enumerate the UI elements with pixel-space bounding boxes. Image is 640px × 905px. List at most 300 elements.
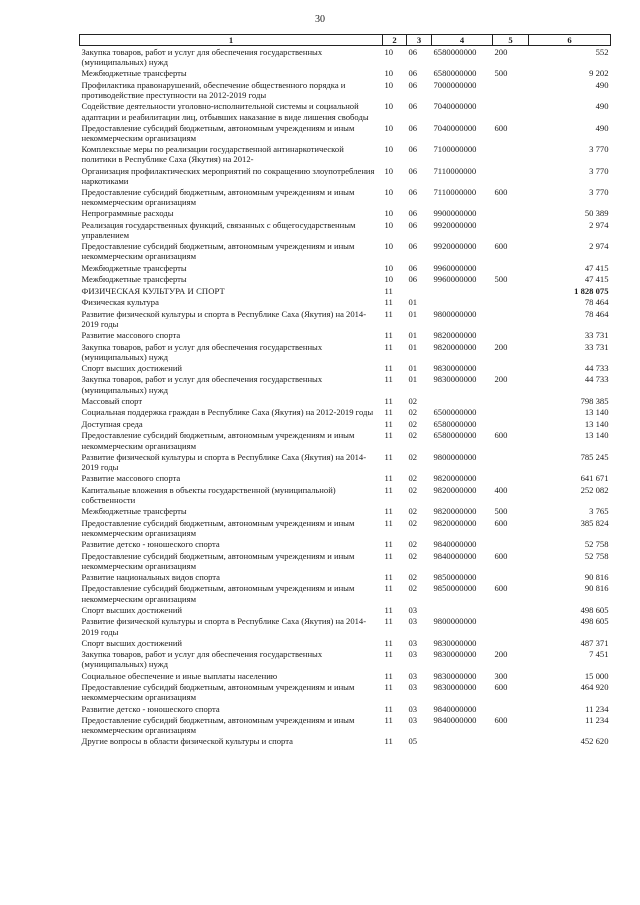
table-header-row [80, 35, 611, 46]
row-name: Капитальные вложения в объекты государственной (муниципальной) собственности [81, 484, 336, 505]
table-row [80, 186, 611, 207]
row-section: 11 [384, 637, 393, 648]
row-target-code: 9830000000 [433, 670, 477, 681]
row-section: 11 [384, 484, 393, 495]
row-section: 10 [384, 79, 394, 90]
row-subsection: 06 [408, 165, 418, 176]
row-section: 11 [384, 341, 393, 352]
row-amount: 490 [595, 101, 609, 112]
row-name: Спорт высших достижений [81, 637, 183, 648]
row-subsection: 01 [408, 362, 418, 373]
row-section: 11 [384, 571, 393, 582]
row-subsection: 03 [408, 637, 418, 648]
row-expense-type: 600 [494, 430, 508, 441]
table-row [80, 362, 611, 374]
row-subsection: 02 [408, 550, 418, 561]
table-row [80, 517, 611, 538]
row-name: Развитие детско - юношеского спорта [81, 539, 220, 549]
row-expense-type [493, 362, 529, 374]
row-expense-type: 600 [494, 517, 508, 528]
row-target-code: 9800000000 [433, 451, 477, 462]
table-row [80, 329, 611, 341]
row-target-code [432, 395, 493, 407]
row-expense-type: 200 [494, 47, 508, 57]
table-row [80, 219, 611, 240]
page-number: 30 [315, 14, 325, 25]
row-subsection: 06 [408, 219, 418, 230]
row-section: 10 [384, 122, 394, 133]
row-name: Межбюджетные трансферты [81, 274, 187, 285]
row-name: Реализация государственных функций, связанных с общегосударственным управлением [81, 219, 356, 241]
row-amount: 13 140 [584, 418, 609, 429]
row-amount: 9 202 [589, 68, 609, 79]
row-subsection: 03 [408, 715, 418, 726]
row-section: 11 [384, 736, 393, 747]
row-name: ФИЗИЧЕСКАЯ КУЛЬТУРА И СПОРТ [81, 285, 225, 296]
header-col-4: 4 [432, 35, 493, 46]
row-target-code [432, 604, 493, 616]
row-section: 11 [384, 407, 393, 418]
table-row [80, 143, 611, 164]
row-section: 11 [384, 550, 393, 561]
row-subsection: 06 [408, 186, 418, 197]
row-amount: 13 140 [584, 430, 609, 441]
table-row [80, 714, 611, 735]
row-target-code: 9830000000 [433, 374, 477, 385]
row-target-code: 6580000000 [433, 68, 477, 79]
table-row [80, 79, 611, 100]
row-target-code [432, 285, 493, 297]
row-name: Закупка товаров, работ и услуг для обеспечения государственных (муниципальных) нужд [81, 341, 323, 362]
row-name: Содействие деятельности уголовно-исполнительной системы и социальной адаптации и реабилитации лиц, отбывших наказание в виде лишения свободы [81, 101, 369, 122]
row-target-code: 9800000000 [433, 616, 477, 627]
row-expense-type [493, 329, 529, 341]
row-amount: 33 731 [584, 341, 609, 352]
row-subsection: 06 [408, 208, 418, 219]
row-amount: 52 758 [584, 539, 609, 549]
table-row [80, 505, 611, 517]
row-amount: 47 415 [584, 274, 609, 285]
row-amount: 385 824 [580, 517, 609, 528]
row-target-code: 7040000000 [433, 101, 477, 112]
row-amount: 490 [595, 122, 609, 133]
row-expense-type: 600 [494, 550, 508, 561]
row-section: 10 [384, 47, 394, 57]
row-section: 11 [384, 308, 393, 319]
row-subsection: 02 [408, 430, 418, 441]
table-row [80, 395, 611, 407]
row-target-code: 9920000000 [433, 241, 477, 252]
row-expense-type: 600 [494, 241, 508, 252]
row-amount: 90 816 [584, 571, 609, 582]
row-name: Межбюджетные трансферты [81, 506, 187, 517]
row-amount: 15 000 [584, 670, 609, 681]
row-section: 11 [384, 715, 393, 726]
row-subsection: 06 [408, 68, 418, 79]
table-row [80, 308, 611, 329]
row-amount: 7 451 [589, 649, 609, 660]
row-subsection: 01 [408, 330, 418, 341]
row-subsection: 03 [408, 682, 418, 693]
header-col-1: 1 [80, 35, 383, 46]
row-target-code: 7110000000 [433, 186, 477, 197]
row-target-code: 9840000000 [433, 715, 477, 726]
row-amount: 3 765 [589, 506, 609, 517]
row-name: Развитие физической культуры и спорта в Республике Саха (Якутия) на 2014-2019 годы [81, 451, 367, 472]
row-subsection: 01 [408, 297, 418, 308]
table-row [80, 681, 611, 702]
row-expense-type [493, 406, 529, 418]
row-name: Массовый спорт [81, 395, 143, 406]
row-target-code: 9830000000 [433, 649, 477, 660]
row-section: 11 [384, 395, 393, 406]
row-name: Предоставление субсидий бюджетным, автономным учреждениям и иным некоммерческим организациям [81, 715, 355, 736]
row-subsection: 02 [408, 506, 418, 517]
row-name: Комплексные меры по реализации государственной антинаркотической политики в Республике Саха (Якутия) на 2012- [81, 144, 344, 165]
row-expense-type [493, 735, 529, 747]
row-subsection: 03 [408, 649, 418, 660]
row-section: 11 [384, 682, 393, 693]
table-row [80, 418, 611, 430]
row-name: Межбюджетные трансферты [81, 68, 187, 79]
table-row [80, 615, 611, 636]
row-name: Социальная поддержка граждан в Республике Саха (Якутия) на 2012-2019 годы [81, 407, 374, 418]
table-row [80, 46, 611, 68]
row-section: 10 [384, 186, 394, 197]
row-section: 11 [384, 506, 393, 517]
row-subsection: 06 [408, 122, 418, 133]
row-amount: 464 920 [580, 682, 609, 693]
budget-table [79, 34, 611, 747]
row-name: Предоставление субсидий бюджетным, автономным учреждениям и иным некоммерческим организациям [81, 550, 355, 571]
row-expense-type [493, 418, 529, 430]
row-expense-type: 300 [494, 670, 508, 681]
row-section: 11 [384, 418, 393, 429]
row-expense-type [493, 79, 529, 100]
row-expense-type [493, 308, 529, 329]
row-section: 11 [384, 430, 393, 441]
row-target-code: 9820000000 [433, 484, 477, 495]
row-subsection [407, 285, 432, 297]
row-name: Профилактика правонарушений, обеспечение общественного порядка и противодействие преступности на 2012-2019 годы [81, 79, 346, 101]
row-section: 11 [384, 362, 393, 373]
row-name: Физическая культура [81, 297, 159, 308]
row-section: 11 [384, 517, 393, 528]
row-name: Развитие физической культуры и спорта в Республике Саха (Якутия) на 2014-2019 годы [81, 616, 367, 637]
row-amount: 490 [595, 79, 609, 90]
row-expense-type: 500 [494, 68, 508, 79]
row-expense-type [493, 143, 529, 164]
row-subsection: 02 [408, 583, 418, 594]
row-target-code: 9830000000 [433, 637, 477, 648]
row-section: 10 [384, 241, 394, 252]
row-section: 11 [384, 285, 393, 296]
row-expense-type: 500 [494, 274, 508, 285]
row-subsection: 06 [408, 101, 418, 112]
table-row [80, 165, 611, 186]
row-section: 11 [384, 451, 393, 462]
header-col-2: 2 [383, 35, 407, 46]
row-expense-type [493, 395, 529, 407]
table-row [80, 285, 611, 297]
row-target-code: 9840000000 [433, 539, 477, 549]
row-name: Спорт высших достижений [81, 362, 183, 373]
row-amount: 44 733 [584, 374, 609, 385]
row-section: 11 [384, 616, 393, 627]
row-name: Развитие массового спорта [81, 473, 181, 484]
row-section: 10 [384, 165, 394, 176]
row-expense-type: 600 [494, 583, 508, 594]
row-amount: 641 671 [580, 473, 609, 484]
row-name: Развитие массового спорта [81, 330, 181, 341]
row-target-code: 6580000000 [433, 430, 477, 441]
row-name: Предоставление субсидий бюджетным, автономным учреждениям и иным некоммерческим организациям [81, 682, 355, 703]
row-amount: 452 620 [580, 736, 609, 747]
row-section: 11 [384, 473, 393, 484]
row-target-code: 9900000000 [433, 208, 477, 219]
row-amount: 487 371 [580, 637, 609, 648]
table-row [80, 637, 611, 649]
row-amount: 52 758 [584, 550, 609, 561]
row-amount: 2 974 [589, 219, 609, 230]
row-section: 10 [384, 274, 394, 285]
row-name: Развитие детско - юношеского спорта [81, 703, 220, 714]
row-name: Закупка товаров, работ и услуг для обеспечения государственных (муниципальных) нужд [81, 649, 323, 670]
row-amount: 3 770 [589, 186, 609, 197]
row-name: Непрограммные расходы [81, 208, 174, 219]
row-section: 11 [384, 374, 393, 385]
row-expense-type [493, 285, 529, 297]
row-name: Предоставление субсидий бюджетным, автономным учреждениям и иным некоммерческим организациям [81, 583, 355, 604]
row-subsection: 02 [408, 539, 418, 549]
row-name: Другие вопросы в области физической культуры и спорта [81, 736, 293, 747]
row-target-code: 9830000000 [433, 362, 477, 373]
row-subsection: 01 [408, 341, 418, 352]
table-body [80, 46, 611, 747]
table-row [80, 341, 611, 362]
row-amount: 50 389 [584, 208, 609, 219]
row-section: 10 [384, 68, 394, 79]
row-target-code: 9820000000 [433, 341, 477, 352]
row-section: 11 [384, 670, 393, 681]
row-target-code: 9830000000 [433, 682, 477, 693]
row-expense-type [493, 207, 529, 219]
table-row [80, 472, 611, 484]
table-row [80, 406, 611, 418]
header-col-5: 5 [493, 35, 529, 46]
row-section: 11 [384, 604, 393, 615]
table-row [80, 550, 611, 571]
row-amount: 44 733 [584, 362, 609, 373]
row-expense-type: 500 [494, 506, 508, 517]
row-name: Социальное обеспечение и иные выплаты населению [81, 670, 278, 681]
table-row [80, 262, 611, 274]
row-expense-type: 600 [494, 715, 508, 726]
row-name: Предоставление субсидий бюджетным, автономным учреждениям и иным некоммерческим организациям [81, 186, 355, 208]
row-expense-type [493, 703, 529, 715]
row-amount: 78 464 [584, 308, 609, 319]
row-target-code: 9820000000 [433, 473, 477, 484]
row-target-code: 7000000000 [433, 79, 477, 90]
row-target-code: 9840000000 [433, 703, 477, 714]
row-subsection: 02 [408, 395, 418, 406]
row-amount: 11 234 [585, 715, 609, 726]
row-target-code: 6580000000 [433, 47, 477, 57]
row-target-code: 9920000000 [433, 219, 477, 230]
row-name: Развитие национальных видов спорта [81, 571, 220, 582]
row-target-code: 6580000000 [433, 418, 477, 429]
row-amount: 3 770 [589, 165, 609, 176]
row-subsection: 02 [408, 473, 418, 484]
row-expense-type: 600 [494, 122, 508, 133]
row-amount: 1 828 075 [574, 285, 609, 296]
row-target-code [432, 296, 493, 308]
row-target-code: 9850000000 [433, 583, 477, 594]
row-subsection: 06 [408, 47, 418, 57]
row-expense-type [493, 165, 529, 186]
row-amount: 90 816 [584, 583, 609, 594]
row-amount: 78 464 [584, 297, 609, 308]
row-amount: 498 605 [580, 616, 609, 627]
row-section: 11 [384, 330, 393, 341]
row-expense-type [493, 472, 529, 484]
row-target-code: 9820000000 [433, 517, 477, 528]
row-subsection: 01 [408, 308, 418, 319]
row-name: Предоставление субсидий бюджетным, автономным учреждениям и иным некоммерческим организациям [81, 517, 355, 538]
table-row [80, 571, 611, 583]
row-expense-type: 200 [494, 341, 508, 352]
row-expense-type [493, 637, 529, 649]
row-amount: 252 082 [580, 484, 609, 495]
row-expense-type [493, 451, 529, 472]
row-target-code: 9800000000 [433, 308, 477, 319]
row-amount: 2 974 [589, 241, 609, 252]
row-target-code [432, 735, 493, 747]
row-name: Межбюджетные трансферты [81, 262, 187, 273]
row-expense-type [493, 604, 529, 616]
row-expense-type: 400 [494, 484, 508, 495]
row-subsection: 06 [408, 79, 418, 90]
row-subsection: 06 [408, 144, 418, 155]
header-col-6: 6 [529, 35, 611, 46]
table-row [80, 670, 611, 682]
table-row [80, 484, 611, 505]
row-target-code: 7100000000 [433, 144, 477, 155]
row-name: Организация профилактических мероприятий по сокращению злоупотребления наркотиками [81, 165, 375, 186]
row-target-code: 6500000000 [433, 407, 477, 418]
row-target-code: 9960000000 [433, 262, 477, 273]
row-amount: 13 140 [584, 407, 609, 418]
row-subsection: 03 [408, 616, 418, 627]
row-amount: 11 234 [585, 703, 609, 714]
row-expense-type [493, 100, 529, 121]
row-amount: 33 731 [584, 330, 609, 341]
row-name: Предоставление субсидий бюджетным, автономным учреждениям и иным некоммерческим организациям [81, 122, 355, 143]
table-row [80, 122, 611, 143]
row-target-code: 9820000000 [433, 506, 477, 517]
row-expense-type [493, 615, 529, 636]
row-target-code: 9960000000 [433, 274, 477, 285]
row-subsection: 03 [408, 670, 418, 681]
row-amount: 798 385 [580, 395, 609, 406]
table-row [80, 604, 611, 616]
row-target-code: 7040000000 [433, 122, 477, 133]
table-row [80, 429, 611, 450]
row-name: Предоставление субсидий бюджетным, автономным учреждениям и иным некоммерческим организациям [81, 430, 355, 451]
row-amount: 3 770 [589, 144, 609, 155]
row-expense-type [493, 219, 529, 240]
table-row [80, 273, 611, 285]
row-name: Предоставление субсидий бюджетным, автономным учреждениям и иным некоммерческим организациям [81, 241, 355, 262]
table-row [80, 67, 611, 79]
row-name: Развитие физической культуры и спорта в Республике Саха (Якутия) на 2014-2019 годы [81, 308, 367, 329]
row-expense-type: 200 [494, 649, 508, 660]
table-row [80, 373, 611, 394]
row-target-code: 9820000000 [433, 330, 477, 341]
row-name: Закупка товаров, работ и услуг для обеспечения государственных (муниципальных) нужд [81, 47, 323, 68]
row-target-code: 9850000000 [433, 571, 477, 582]
row-section: 11 [384, 297, 393, 308]
table-row [80, 207, 611, 219]
table-row [80, 538, 611, 550]
row-name: Закупка товаров, работ и услуг для обеспечения государственных (муниципальных) нужд [81, 374, 323, 395]
row-amount: 498 605 [580, 604, 609, 615]
row-expense-type [493, 296, 529, 308]
row-section: 10 [384, 208, 394, 219]
row-subsection: 02 [408, 407, 418, 418]
row-subsection: 02 [408, 484, 418, 495]
row-expense-type [493, 262, 529, 274]
row-section: 10 [384, 101, 394, 112]
row-amount: 47 415 [584, 262, 609, 273]
row-target-code: 7110000000 [433, 165, 477, 176]
row-name: Спорт высших достижений [81, 604, 183, 615]
table-row [80, 648, 611, 669]
table-row [80, 240, 611, 261]
table-row [80, 582, 611, 603]
header-col-3: 3 [407, 35, 432, 46]
row-subsection: 01 [408, 374, 418, 385]
row-expense-type: 200 [494, 374, 508, 385]
row-subsection: 05 [408, 736, 418, 747]
table-row [80, 451, 611, 472]
row-section: 11 [384, 539, 393, 549]
row-subsection: 02 [408, 571, 418, 582]
row-subsection: 06 [408, 241, 418, 252]
row-subsection: 02 [408, 451, 418, 462]
row-subsection: 02 [408, 418, 418, 429]
row-name: Доступная среда [81, 418, 143, 429]
row-expense-type: 600 [494, 186, 508, 197]
row-subsection: 03 [408, 604, 418, 615]
table-row [80, 703, 611, 715]
table-row [80, 735, 611, 747]
row-subsection: 06 [408, 262, 418, 273]
row-target-code: 9840000000 [433, 550, 477, 561]
row-amount: 785 245 [580, 451, 609, 462]
row-expense-type [493, 571, 529, 583]
row-section: 10 [384, 262, 394, 273]
row-section: 11 [384, 583, 393, 594]
table-row [80, 100, 611, 121]
row-subsection: 06 [408, 274, 418, 285]
row-expense-type [493, 538, 529, 550]
row-subsection: 03 [408, 703, 418, 714]
row-expense-type: 600 [494, 682, 508, 693]
row-section: 10 [384, 219, 394, 230]
row-subsection: 02 [408, 517, 418, 528]
row-section: 10 [384, 144, 394, 155]
